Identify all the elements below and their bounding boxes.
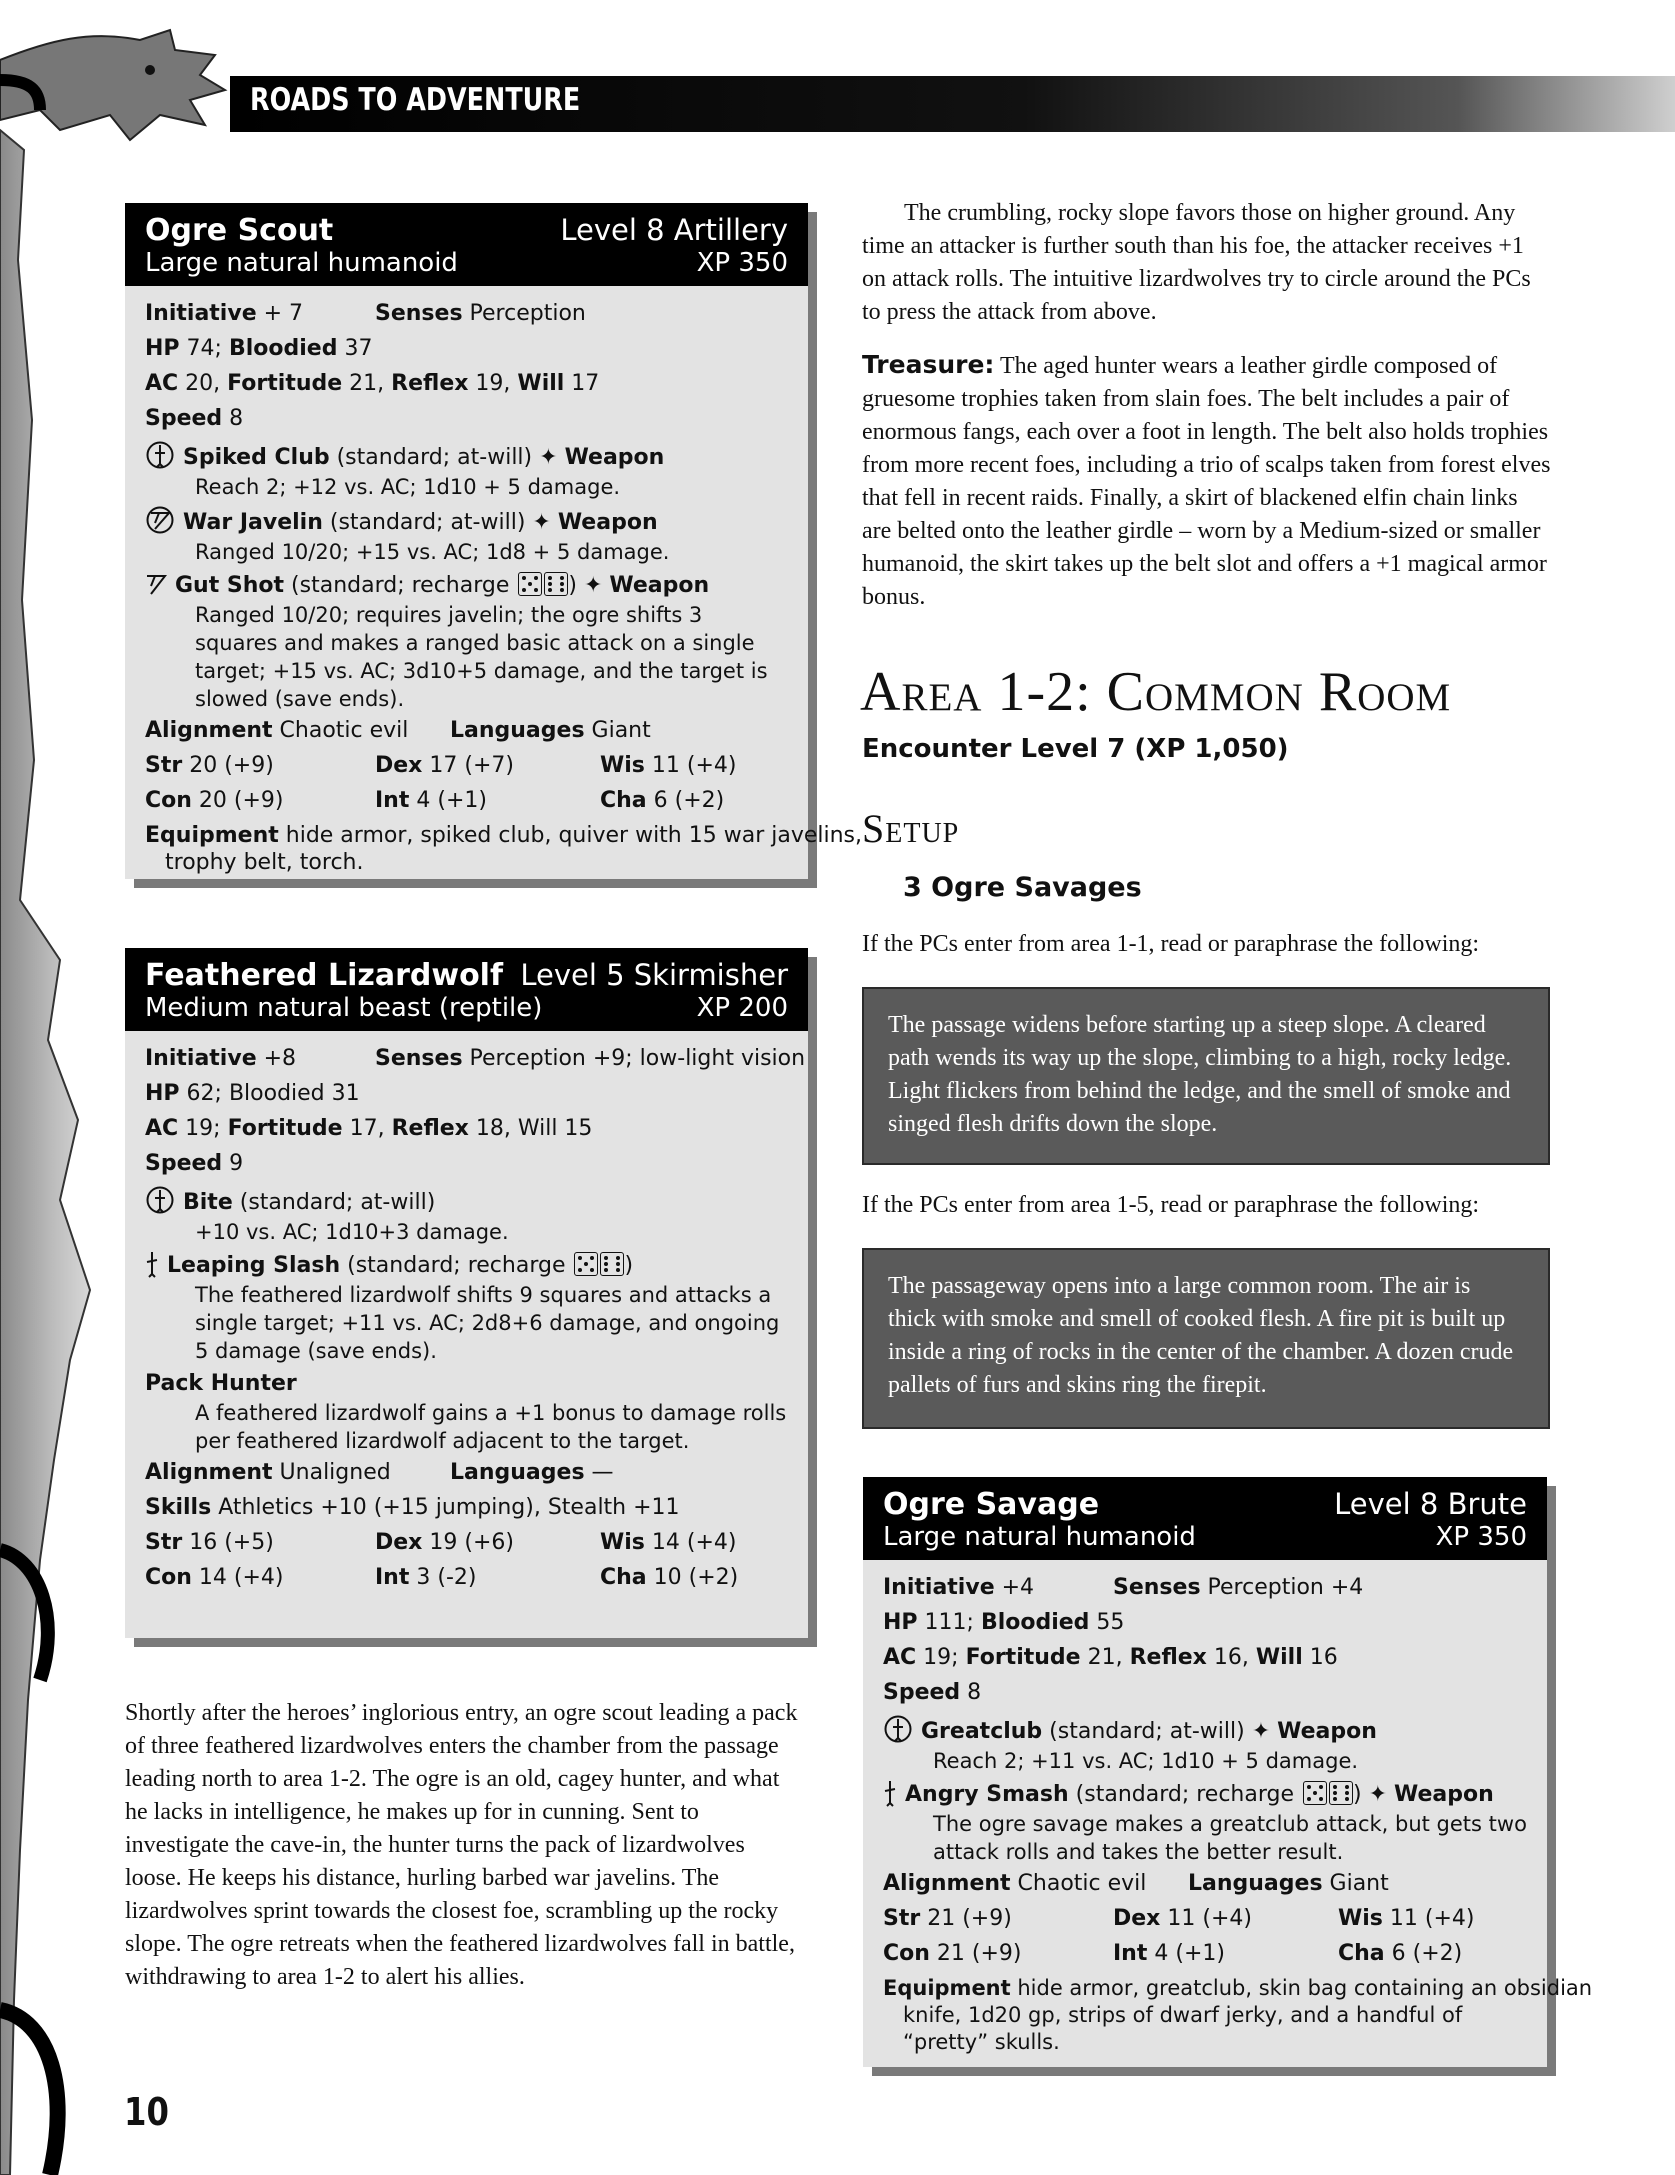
area-heading: Area 1-2: Common Room [860, 661, 1452, 723]
monster-level: Level 8 Brute [1334, 1487, 1527, 1521]
defenses-line: AC 19; Fortitude 21, Reflex 16, Will 16 [883, 1645, 1338, 1670]
power-gut-shot: Gut Shot (standard; recharge ) ✦ Weapon Ranged 10/20; requires javelin; the ogre shifts 3 squares and makes a ranged basic attack on a single target; +15 vs. AC; 3d10+5 damage, and the target is slowed (save ends). [145, 570, 788, 713]
monster-xp: XP 200 [696, 993, 788, 1023]
hp-line: HP 62; Bloodied 31 [145, 1081, 360, 1106]
power-spiked-club: Spiked Club (standard; at-will) ✦ Weapon Reach 2; +12 vs. AC; 1d10 + 5 damage. [145, 440, 788, 501]
ability-scores-row1: Str 16 (+5) Dex 19 (+6) Wis 14 (+4) [145, 1530, 737, 1555]
melee-basic-icon [883, 1714, 913, 1744]
power-bite: Bite (standard; at-will) +10 vs. AC; 1d10+3 damage. [145, 1185, 788, 1246]
melee-icon [883, 1779, 897, 1807]
melee-icon [145, 1250, 159, 1278]
power-leaping-slash: Leaping Slash (standard; recharge ) The feathered lizardwolf shifts 9 squares and attacks a single target; +11 vs. AC; 2d8+6 damage, and ongoing 5 damage (save ends). [145, 1250, 788, 1365]
statblock-body [863, 1560, 1593, 2070]
statblock-header [125, 948, 808, 1031]
trait-pack-hunter: Pack Hunter A feathered lizardwolf gains a +1 bonus to damage rolls per feathered lizardwolf adjacent to the target. [145, 1371, 787, 1453]
monster-name: Ogre Scout [145, 213, 334, 248]
initiative-line: Initiative + 7 Senses Perception [145, 301, 586, 326]
statblock-feathered-lizardwolf [125, 948, 808, 1638]
monster-type: Large natural humanoid [145, 248, 458, 278]
power-war-javelin: War Javelin (standard; at-will) ✦ Weapon Ranged 10/20; +15 vs. AC; 1d8 + 5 damage. [145, 505, 788, 566]
hp-line: HP 111; Bloodied 55 [883, 1610, 1125, 1635]
power-greatclub: Greatclub (standard; at-will) ✦ Weapon Reach 2; +11 vs. AC; 1d10 + 5 damage. [883, 1714, 1527, 1775]
statblock-body [125, 286, 863, 890]
readaloud-box-1: The passage widens before starting up a steep slope. A cleared path wends its way up the slope, climbing to a high, rocky ledge. Light flickers from behind the ledge, and the smell of smoke and singed flesh drifts down the slope. [862, 987, 1550, 1165]
monster-level: Level 8 Artillery [560, 213, 788, 247]
slope-paragraph: The crumbling, rocky slope favors those on higher ground. Any time an attacker is further south than his foe, the attacker receives +1 on attack rolls. The intuitive lizardwolves try to circle around the PCs to press the attack from above. [862, 200, 1531, 325]
readaloud-box-2: The passageway opens into a large common room. The air is thick with smoke and smell of cooked flesh. A fire pit is built up inside a ring of rocks in the center of the chamber. A dozen crude pallets of furs and skins ring the firepit. [862, 1248, 1550, 1429]
equipment-line: Equipment hide armor, greatclub, skin bag containing an obsidian knife, 1d20 gp, strips of dwarf jerky, and a handful of “pretty” skulls. [883, 1976, 1593, 2054]
setup-subheading: 3 Ogre Savages [903, 872, 1142, 903]
monster-level: Level 5 Skirmisher [520, 958, 788, 992]
die-six-icon [1329, 1781, 1353, 1805]
speed-line: Speed 8 [883, 1680, 982, 1705]
statblock-body [125, 1031, 808, 1609]
alignment-line: Alignment Chaotic evil Languages Giant [145, 718, 651, 743]
narrative-paragraph: Shortly after the heroes’ inglorious entry, an ogre scout leading a pack of three feathered lizardwolves enters the chamber from the passage leading north to area 1-2. The ogre is an old, cagey hunter, and what he lacks in intelligence, he makes up for in cunning. Sent to investigate the cave-in, the hunter turns the pack of lizardwolves loose. He keeps his distance, hurling barbed war javelins. The lizardwolves sprint towards the closest foe, scrambling up the rocky slope. The ogre retreats when the feathered lizardwolves fall in battle, withdrawing to area 1-2 to alert his allies. [125, 1700, 798, 1990]
statblock-header [863, 1477, 1547, 1560]
die-five-icon [1303, 1781, 1327, 1805]
ranged-icon [145, 570, 167, 598]
readaloud-intro-2: If the PCs enter from area 1-5, read or paraphrase the following: [862, 1192, 1480, 1218]
monster-name: Ogre Savage [883, 1487, 1100, 1522]
equipment-line: Equipment hide armor, spiked club, quiver with 15 war javelins, trophy belt, torch. [145, 823, 863, 875]
initiative-line: Initiative +8 Senses Perception +9; low-light vision [145, 1046, 806, 1071]
ability-scores-row2: Con 14 (+4) Int 3 (-2) Cha 10 (+2) [145, 1565, 739, 1590]
treasure-label: Treasure: [862, 350, 995, 379]
monster-xp: XP 350 [1435, 1522, 1527, 1552]
statblock-header [125, 203, 808, 286]
readaloud-intro-1: If the PCs enter from area 1-1, read or paraphrase the following: [862, 931, 1480, 957]
melee-basic-icon [145, 1185, 175, 1215]
defenses-line: AC 20, Fortitude 21, Reflex 19, Will 17 [145, 371, 600, 396]
speed-line: Speed 8 [145, 406, 244, 431]
die-six-icon [600, 1252, 624, 1276]
dragon-head-emblem [0, 20, 240, 150]
encounter-level: Encounter Level 7 (XP 1,050) [862, 734, 1289, 764]
monster-type: Large natural humanoid [883, 1522, 1196, 1552]
monster-name: Feathered Lizardwolf [145, 958, 504, 993]
monster-xp: XP 350 [696, 248, 788, 278]
statblock-ogre-savage [863, 1477, 1593, 2067]
defenses-line: AC 19; Fortitude 17, Reflex 18, Will 15 [145, 1116, 593, 1141]
alignment-line: Alignment Chaotic evil Languages Giant [883, 1871, 1389, 1896]
treasure-paragraph: Treasure: The aged hunter wears a leather girdle composed of gruesome trophies taken from slain foes. The belt includes a pair of enormous fangs, each over a foot in length. The belt also holds trophies from more recent foes, including a trio of scalps taken from forest elves that fell in recent raids. Finally, a skirt of blackened elfin chain links are belted onto the leather girdle – worn by a Medium-sized or smaller humanoid, the skirt takes up the belt slot and offers a +1 magical armor bonus. [862, 350, 1551, 610]
ability-scores-row2: Con 21 (+9) Int 4 (+1) Cha 6 (+2) [883, 1941, 1463, 1966]
left-border-decoration [0, 0, 110, 2175]
alignment-line: Alignment Unaligned Languages — [145, 1460, 614, 1485]
die-six-icon [544, 572, 568, 596]
ranged-basic-icon [145, 505, 175, 535]
die-five-icon [574, 1252, 598, 1276]
die-five-icon [518, 572, 542, 596]
monster-type: Medium natural beast (reptile) [145, 993, 543, 1023]
initiative-line: Initiative +4 Senses Perception +4 [883, 1575, 1364, 1600]
setup-heading: Setup [862, 806, 960, 851]
skills-line: Skills Athletics +10 (+15 jumping), Stealth +11 [145, 1495, 680, 1520]
power-angry-smash: Angry Smash (standard; recharge ) ✦ Weapon The ogre savage makes a greatclub attack, but gets two attack rolls and takes the better result. [883, 1779, 1527, 1866]
melee-basic-icon [145, 440, 175, 470]
header-title: ROADS TO ADVENTURE [250, 82, 581, 118]
statblock-ogre-scout [125, 203, 863, 879]
speed-line: Speed 9 [145, 1151, 244, 1176]
page-number: 10 [124, 2090, 169, 2134]
ability-scores-row1: Str 21 (+9) Dex 11 (+4) Wis 11 (+4) [883, 1906, 1475, 1931]
hp-line: HP 74; Bloodied 37 [145, 336, 373, 361]
ability-scores-row1: Str 20 (+9) Dex 17 (+7) Wis 11 (+4) [145, 753, 737, 778]
ability-scores-row2: Con 20 (+9) Int 4 (+1) Cha 6 (+2) [145, 788, 725, 813]
